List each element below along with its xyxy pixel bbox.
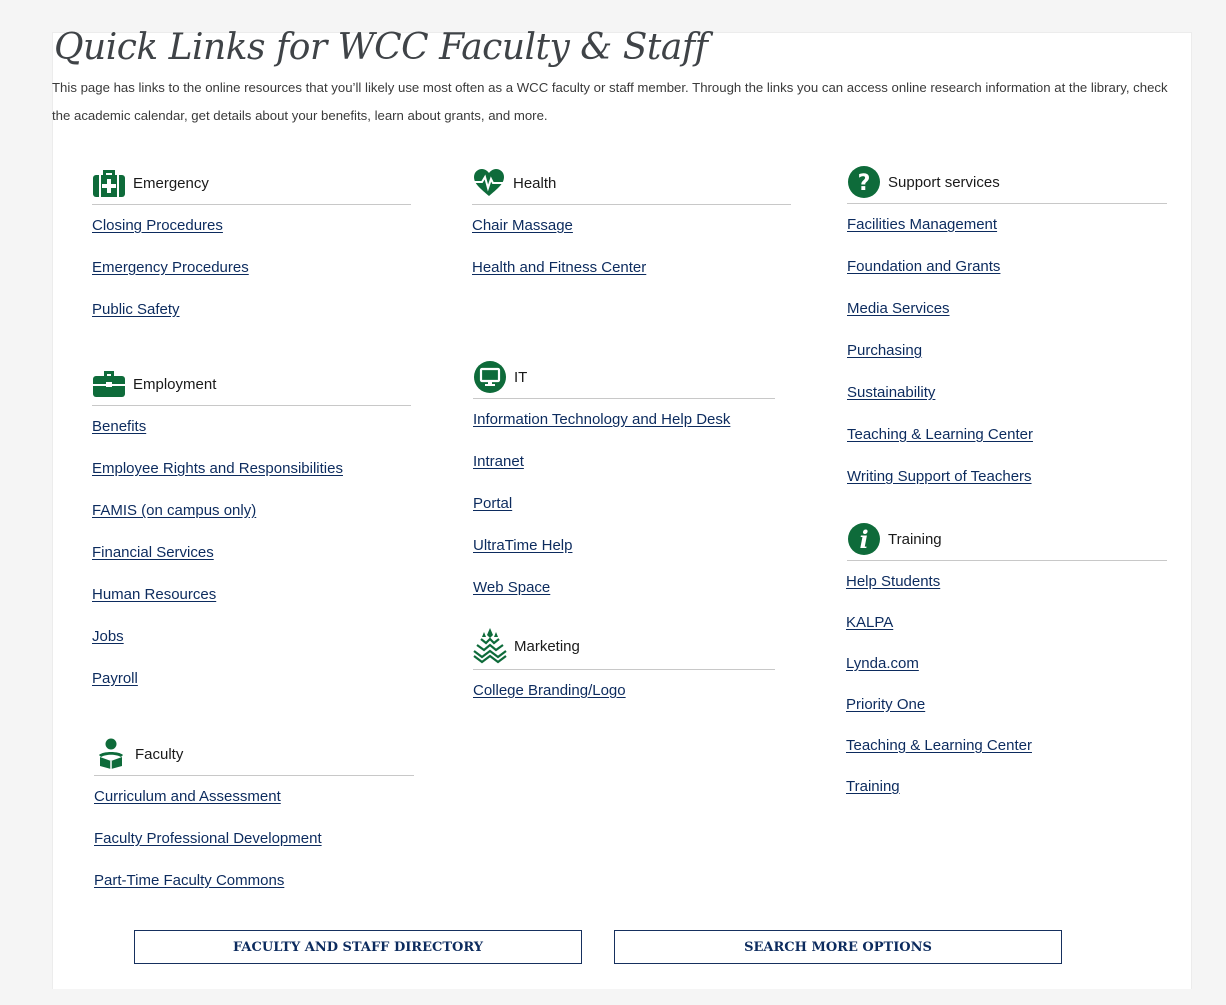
intro-text: This page has links to the online resources that you’ll likely use most often as a WCC faculty or staff member. Through the links you can access online research information at the library, check the academic calendar, get details about your benefits, learn about grants, and more.: [52, 80, 1168, 123]
link-lynda[interactable]: Lynda.com: [846, 655, 919, 672]
section-header: [92, 367, 411, 406]
section-header: [847, 165, 1167, 204]
link-college-branding[interactable]: College Branding/Logo: [473, 682, 626, 699]
question-icon: [847, 165, 881, 199]
section-marketing: [473, 627, 775, 712]
link-list: [846, 561, 1167, 807]
link-part-time-commons[interactable]: Part-Time Faculty Commons: [94, 872, 285, 889]
link-benefits[interactable]: Benefits: [92, 418, 147, 435]
section-title: Training: [888, 530, 942, 548]
section-title: Marketing: [514, 637, 580, 655]
link-closing-procedures[interactable]: Closing Procedures: [92, 217, 223, 234]
section-header: [473, 360, 775, 399]
search-more-options-button[interactable]: SEARCH MORE OPTIONS: [614, 930, 1062, 964]
link-list: [94, 776, 414, 902]
link-list: [92, 406, 411, 700]
link-health-fitness[interactable]: Health and Fitness Center: [472, 259, 647, 276]
link-famis[interactable]: FAMIS (on campus only): [92, 502, 257, 519]
link-list: [472, 205, 791, 289]
link-jobs[interactable]: Jobs: [92, 628, 124, 645]
section-header: [94, 737, 414, 776]
section-faculty: [94, 737, 414, 902]
link-list: [473, 399, 775, 609]
section-title: Emergency: [133, 174, 209, 192]
section-header: [847, 522, 1167, 561]
section-header: [473, 627, 775, 670]
link-foundation-grants[interactable]: Foundation and Grants: [847, 258, 1001, 275]
link-portal[interactable]: Portal: [473, 495, 513, 512]
link-list: [847, 204, 1167, 498]
section-header: [92, 166, 411, 205]
section-health: [472, 166, 791, 289]
link-priority-one[interactable]: Priority One: [846, 696, 926, 713]
svg-text:i: i: [859, 525, 869, 554]
link-list: [92, 205, 411, 331]
link-kalpa[interactable]: KALPA: [846, 614, 894, 631]
section-title: Faculty: [135, 745, 184, 763]
svg-text:?: ?: [857, 171, 871, 196]
link-it-help-desk[interactable]: Information Technology and Help Desk: [473, 411, 731, 428]
page-title: Quick Links for WCC Faculty & Staff: [54, 27, 708, 68]
link-training[interactable]: Training: [846, 778, 900, 795]
college-logo-icon: [473, 627, 507, 665]
section-training: [847, 522, 1167, 807]
first-aid-kit-icon: [92, 166, 126, 200]
link-teaching-learning-center[interactable]: Teaching & Learning Center: [847, 426, 1033, 443]
link-web-space[interactable]: Web Space: [473, 579, 551, 596]
link-ultratime-help[interactable]: UltraTime Help: [473, 537, 573, 554]
link-curriculum[interactable]: Curriculum and Assessment: [94, 788, 281, 805]
monitor-icon: [473, 360, 507, 394]
link-chair-massage[interactable]: Chair Massage: [472, 217, 573, 234]
link-list: [473, 670, 775, 712]
link-help-students[interactable]: Help Students: [846, 573, 941, 590]
link-writing-support[interactable]: Writing Support of Teachers: [847, 468, 1032, 485]
link-financial-services[interactable]: Financial Services: [92, 544, 214, 561]
link-public-safety[interactable]: Public Safety: [92, 301, 180, 318]
faculty-staff-directory-button[interactable]: FACULTY AND STAFF DIRECTORY: [134, 930, 582, 964]
section-title: Employment: [133, 375, 217, 393]
link-emergency-procedures[interactable]: Emergency Procedures: [92, 259, 249, 276]
link-human-resources[interactable]: Human Resources: [92, 586, 217, 603]
link-intranet[interactable]: Intranet: [473, 453, 524, 470]
info-icon: [847, 522, 881, 556]
section-emergency: [92, 166, 411, 331]
section-employment: [92, 367, 411, 700]
section-title: IT: [514, 368, 528, 386]
section-title: Health: [513, 174, 557, 192]
link-purchasing[interactable]: Purchasing: [847, 342, 923, 359]
section-support-services: [847, 165, 1167, 498]
link-payroll[interactable]: Payroll: [92, 670, 138, 687]
section-it: [473, 360, 775, 609]
link-facilities-management[interactable]: Facilities Management: [847, 216, 998, 233]
reader-icon: [94, 737, 128, 771]
link-media-services[interactable]: Media Services: [847, 300, 950, 317]
section-title: Support services: [888, 173, 1000, 191]
link-sustainability[interactable]: Sustainability: [847, 384, 936, 401]
link-faculty-development[interactable]: Faculty Professional Development: [94, 830, 322, 847]
link-employee-rights[interactable]: Employee Rights and Responsibilities: [92, 460, 343, 477]
briefcase-icon: [92, 367, 126, 401]
heartbeat-icon: [472, 166, 506, 200]
link-teaching-learning-center-training[interactable]: Teaching & Learning Center: [846, 737, 1032, 754]
section-header: [472, 166, 791, 205]
